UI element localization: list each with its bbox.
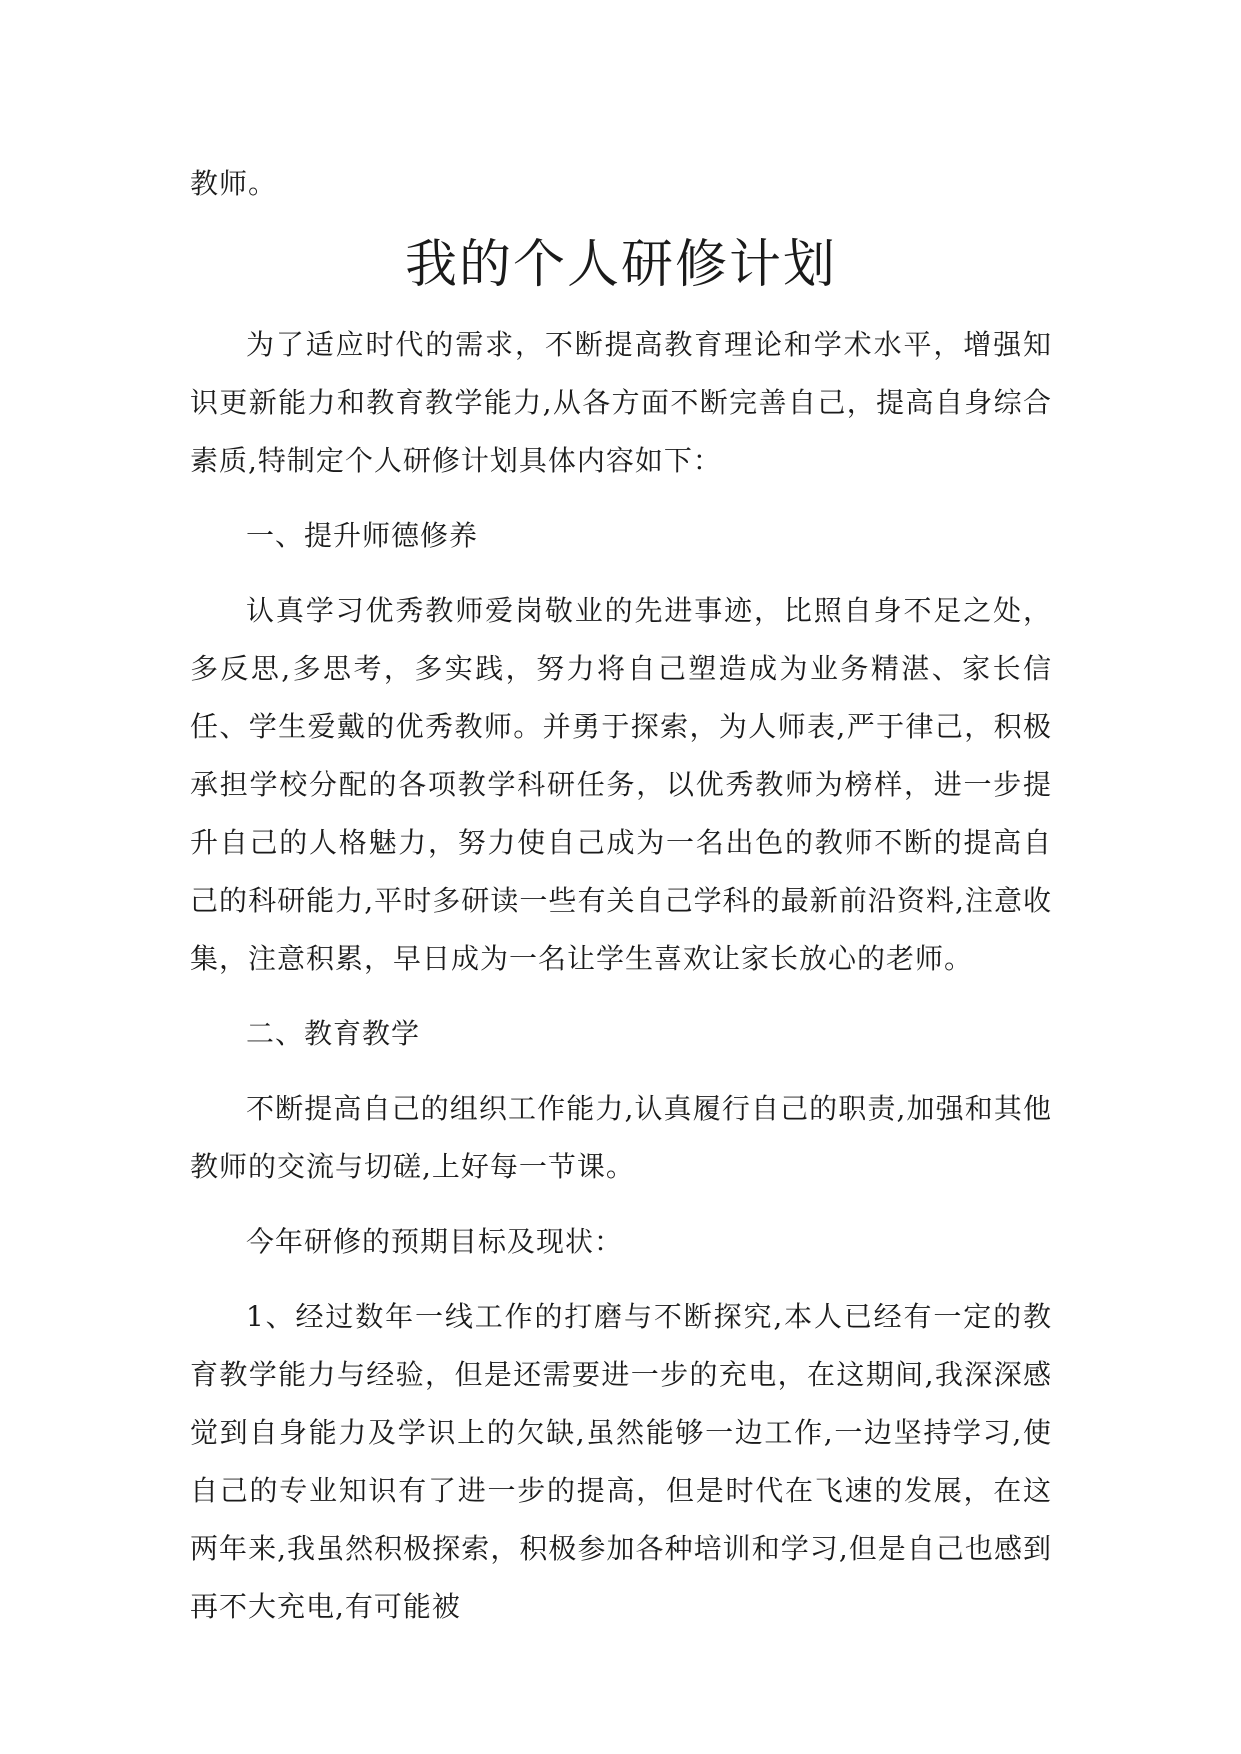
section-heading-ethics: 一、提升师德修养 <box>246 519 479 552</box>
goals-paragraph-1: 1、经过数年一线工作的打磨与不断探究,本人已经有一定的教育教学能力与经验，但是还需要进一步的充电，在这期间,我深深感觉到自身能力及学识上的欠缺,虽然能够一边工作,一边坚持学习,使自己的专业知识有了进一步的提高，但是时代在飞速的发展，在这两年来,我虽然积极探索，积极参加各种培训和学习,但是自己也感到再不大充电,有可能被 <box>190 1300 1052 1623</box>
teaching-paragraph: 不断提高自己的组织工作能力,认真履行自己的职责,加强和其他教师的交流与切磋,上好每一节课。 <box>190 1092 1052 1183</box>
ethics-paragraph: 认真学习优秀教师爱岗敬业的先进事迹，比照自身不足之处，多反思,多思考，多实践，努力将自己塑造成为业务精湛、家长信任、学生爱戴的优秀教师。并勇于探索，为人师表,严于律己，积极承担学校分配的各项教学科研任务，以优秀教师为榜样，进一步提升自己的人格魅力，努力使自己成为一名出色的教师不断的提高自己的科研能力,平时多研读一些有关自己学科的最新前沿资料,注意收集，注意积累，早日成为一名让学生喜欢让家长放心的老师。 <box>190 594 1052 975</box>
goals-heading: 今年研修的预期目标及现状： <box>246 1225 624 1258</box>
document-title: 我的个人研修计划 <box>404 235 837 295</box>
section-heading-teaching: 二、教育教学 <box>246 1017 421 1050</box>
continued-text-fragment: 教师。 <box>190 167 278 200</box>
document-body <box>190 316 1052 1653</box>
intro-paragraph: 为了适应时代的需求，不断提高教育理论和学术水平，增强知识更新能力和教育教学能力,从各方面不断完善自己，提高自身综合素质,特制定个人研修计划具体内容如下： <box>190 328 1052 477</box>
